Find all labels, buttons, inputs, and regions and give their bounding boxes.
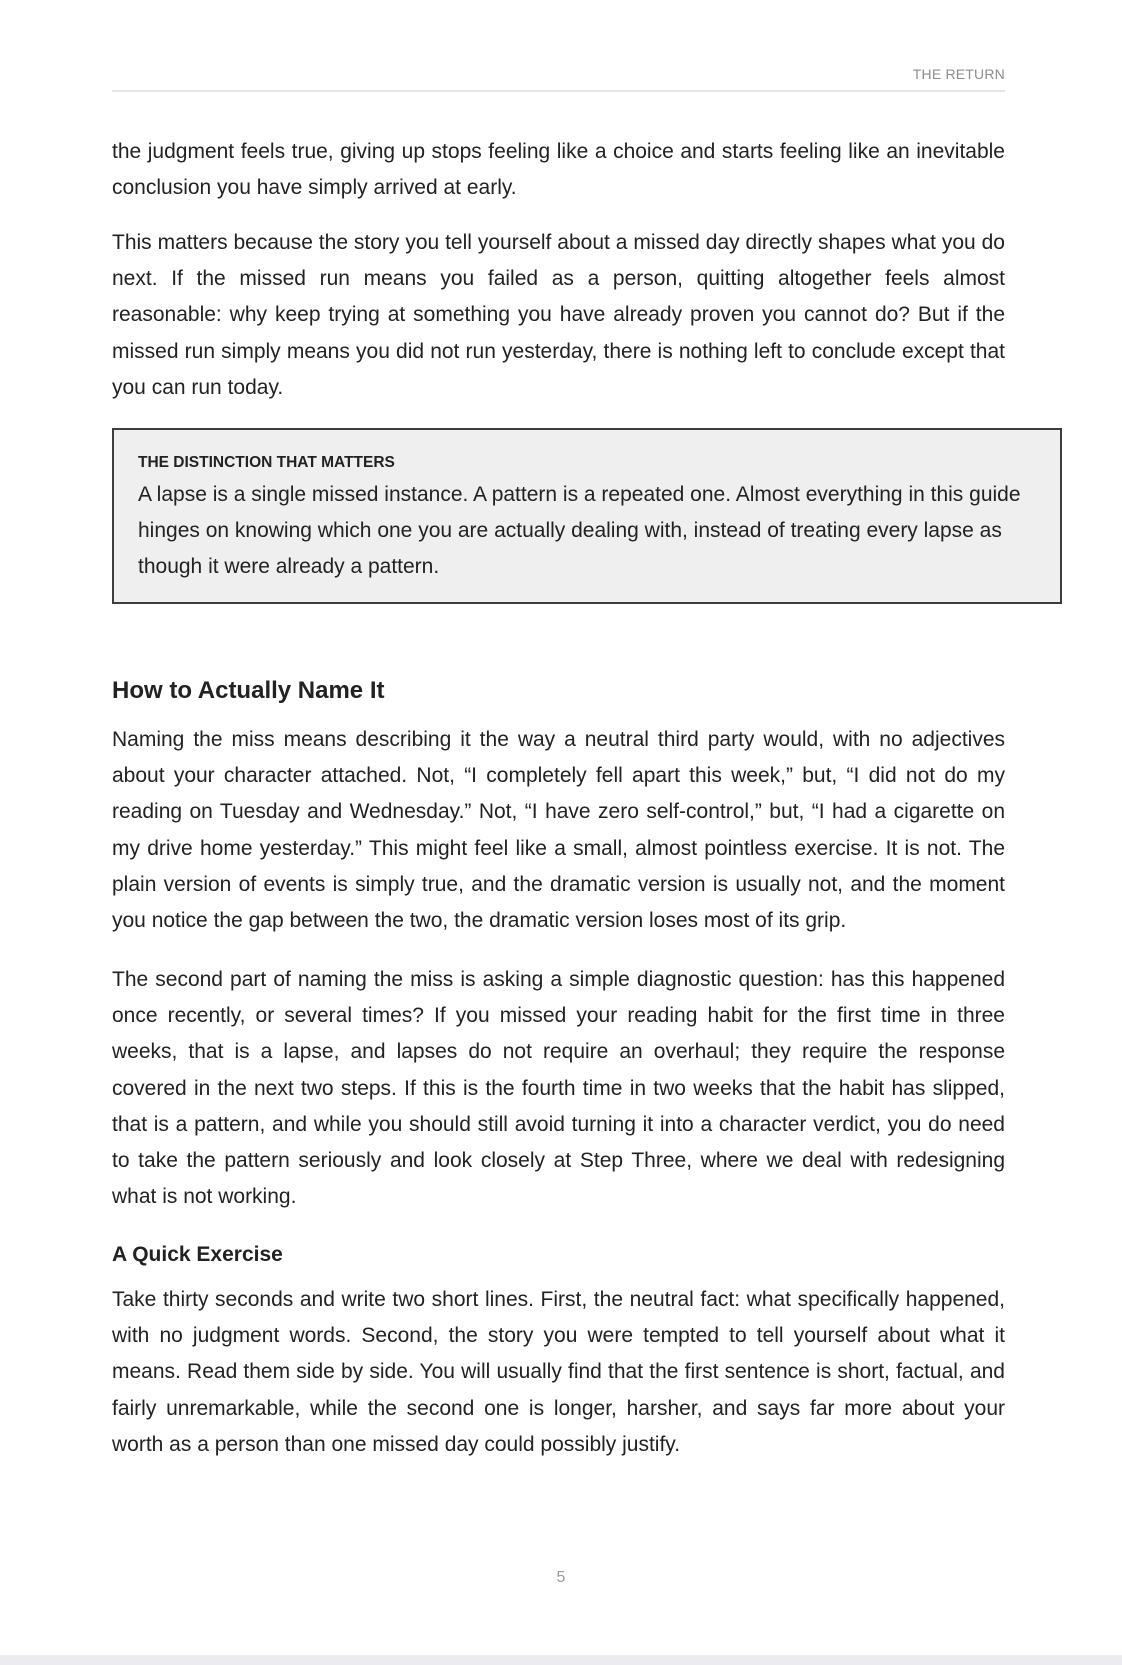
exercise-heading: A Quick Exercise <box>112 1243 283 1266</box>
running-header: THE RETURN <box>912 66 1005 82</box>
callout-title: THE DISTINCTION THAT MATTERS <box>138 454 395 471</box>
paragraph-exercise: Take thirty seconds and write two short lines. First, the neutral fact: what specifically happened, with no judgment words. Second, the story you were tempted to tell yourself about what it means. Read them side by side. You will usually find that the first sentence is short, factual, and fairly unremarkable, while the second one is longer, harsher, and says far more about your worth as a person than one missed day could possibly justify. <box>112 1288 1005 1456</box>
paragraph-judgment: the judgment feels true, giving up stops feeling like a choice and starts feeling like an inevitable conclusion you have simply arrived at early. <box>112 140 1005 200</box>
section-heading: How to Actually Name It <box>112 677 385 704</box>
header-divider <box>112 90 1005 92</box>
callout-text: A lapse is a single missed instance. A pattern is a repeated one. Almost everything in this guide hinges on knowing which one you are actually dealing with, instead of treating every lapse as though it were already a pattern. <box>138 483 1021 579</box>
paragraph-diagnostic-question: The second part of naming the miss is asking a simple diagnostic question: has this happened once recently, or several times? If you missed your reading habit for the first time in three weeks, that is a lapse, and lapses do not require an overhaul; they require the response covered in the next two steps. If this is the fourth time in two weeks that the habit has slipped, that is a pattern, and while you should still avoid turning it into a character verdict, you do need to take the pattern seriously and look closely at Step Three, where we deal with redesigning what is not working. <box>112 968 1005 1209</box>
page-number: 5 <box>556 1569 566 1586</box>
viewer-bottom-edge <box>0 1655 1122 1665</box>
paragraph-naming-the-miss: Naming the miss means describing it the way a neutral third party would, with no adjectives about your character attached. Not, “I completely fell apart this week,” but, “I did not do my reading on Tuesday and Wednesday.” Not, “I have zero self-control,” but, “I had a cigarette on my drive home yesterday.” This might feel like a small, almost pointless exercise. It is not. The plain version of events is simply true, and the dramatic version is usually not, and the moment you notice the gap between the two, the dramatic version loses most of its grip. <box>112 728 1005 933</box>
paragraph-story-matters: This matters because the story you tell yourself about a missed day directly shapes what you do next. If the missed run means you failed as a person, quitting altogether feels almost reasonable: why keep trying at something you have already proven you cannot do? But if the missed run simply means you did not run yesterday, there is nothing left to conclude except that you can run today. <box>112 231 1005 399</box>
callout-box <box>112 428 1062 604</box>
